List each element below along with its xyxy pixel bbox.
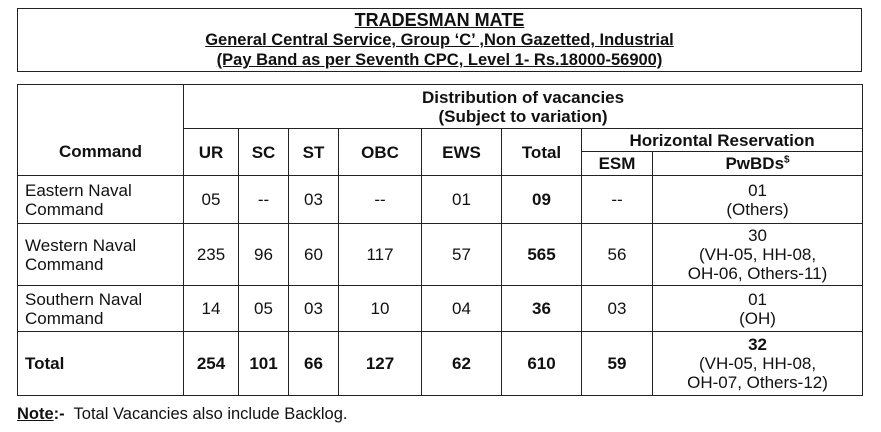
header-total: Total [502, 129, 582, 176]
cell-sc: 05 [239, 286, 289, 332]
cell-obc: 117 [339, 224, 422, 286]
vacancy-table [17, 84, 863, 396]
header-sc: SC [239, 129, 289, 176]
cell-st: 03 [289, 286, 339, 332]
header-horizontal-reservation: Horizontal Reservation [582, 129, 863, 152]
distribution-title: Distribution of vacancies [421, 87, 625, 107]
cell-obc: 127 [339, 332, 422, 396]
cell-ews: 62 [422, 332, 502, 396]
cell-esm: 03 [582, 286, 653, 332]
cell-esm: 56 [582, 224, 653, 286]
cell-command: Eastern Naval Command [18, 176, 184, 224]
cell-ur: 254 [184, 332, 239, 396]
note-separator: :- [53, 405, 65, 423]
cell-st: 60 [289, 224, 339, 286]
pay-band-line: (Pay Band as per Seventh CPC, Level 1- Rs.18000-56900) [216, 51, 663, 69]
header-box [17, 8, 862, 72]
page-title: TRADESMAN MATE [354, 10, 525, 30]
cell-total: 610 [502, 332, 582, 396]
service-line: General Central Service, Group ‘C’ ,Non Gazetted, Industrial [205, 31, 674, 49]
cell-ews: 04 [422, 286, 502, 332]
note [17, 405, 347, 424]
cell-sc: 101 [239, 332, 289, 396]
cell-command: Total [18, 332, 184, 396]
cell-ews: 57 [422, 224, 502, 286]
cell-pwbd: 32 (VH-05, HH-08, OH-07, Others-12) [653, 332, 863, 396]
distribution-subtitle: (Subject to variation) [438, 106, 608, 126]
cell-pwbd: 01 (Others) [653, 176, 863, 224]
cell-obc: -- [339, 176, 422, 224]
header-obc: OBC [339, 129, 422, 176]
header-pwbd-sup: $ [784, 154, 790, 166]
cell-sc: -- [239, 176, 289, 224]
header-pwbd-label: PwBDs [725, 154, 785, 173]
table-row [18, 286, 863, 332]
cell-command: Southern Naval Command [18, 286, 184, 332]
cell-total: 565 [502, 224, 582, 286]
cell-ur: 235 [184, 224, 239, 286]
header-st: ST [289, 129, 339, 176]
header-ews: EWS [422, 129, 502, 176]
header-distribution [184, 85, 863, 129]
header-esm: ESM [582, 152, 653, 176]
cell-st: 03 [289, 176, 339, 224]
cell-sc: 96 [239, 224, 289, 286]
note-text: Total Vacancies also include Backlog. [73, 405, 348, 423]
cell-ur: 14 [184, 286, 239, 332]
cell-ews: 01 [422, 176, 502, 224]
cell-total: 09 [502, 176, 582, 224]
cell-pwbd: 01 (OH) [653, 286, 863, 332]
note-label: Note [17, 405, 54, 423]
cell-total: 36 [502, 286, 582, 332]
total-row [18, 332, 863, 396]
cell-st: 66 [289, 332, 339, 396]
header-ur: UR [184, 129, 239, 176]
cell-esm: -- [582, 176, 653, 224]
table-row [18, 224, 863, 286]
cell-ur: 05 [184, 176, 239, 224]
cell-pwbd: 30 (VH-05, HH-08, OH-06, Others-11) [653, 224, 863, 286]
table-row [18, 176, 863, 224]
cell-esm: 59 [582, 332, 653, 396]
cell-command: Western Naval Command [18, 224, 184, 286]
cell-obc: 10 [339, 286, 422, 332]
header-command: Command [18, 85, 184, 176]
header-pwbd [653, 152, 863, 176]
